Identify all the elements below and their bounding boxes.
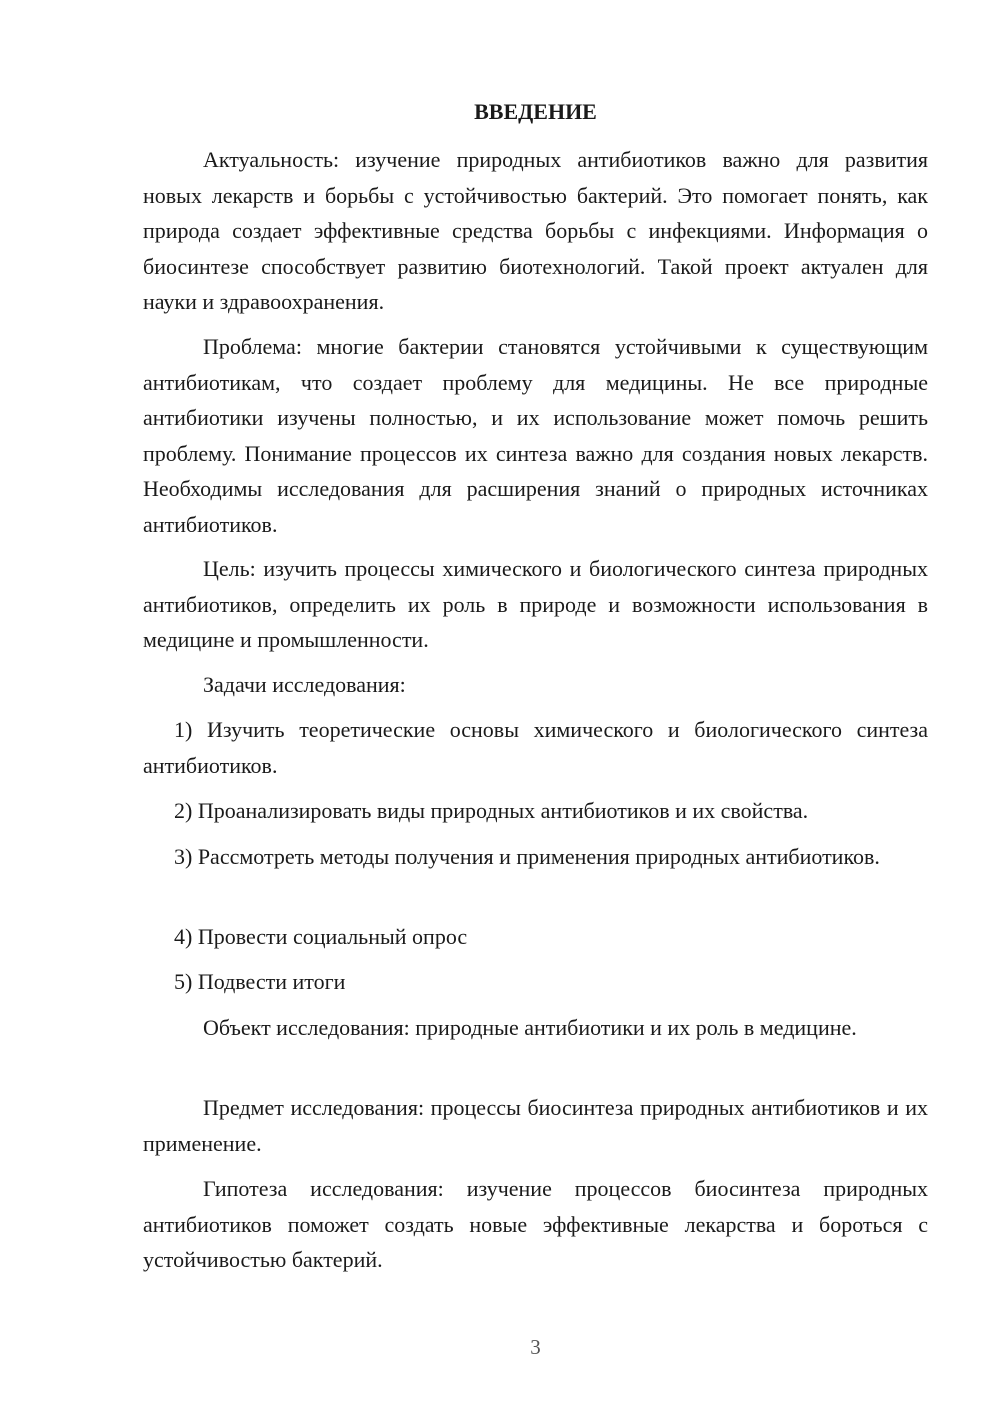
- paragraph-relevance: Актуальность: изучение природных антибиотиков важно для развития новых лекарств и борьбы с устойчивостью бактерий. Это помогает понять, как природа создает эффективные средства борьбы с инфекциями. Информация о биосинтезе способствует развитию биотехнологий. Такой проект актуален для науки и здравоохранения.: [143, 147, 928, 314]
- paragraph-problem: Проблема: многие бактерии становятся устойчивыми к существующим антибиотикам, что создает проблему для медицины. Не все природные антибиотики изучены полностью, и их использование может помочь решить проблему. Понимание процессов их синтеза важно для создания новых лекарств. Необходимы исследования для расширения знаний о природных источниках антибиотиков.: [143, 334, 928, 537]
- section-heading: ВВЕДЕНИЕ: [474, 99, 597, 124]
- list-item-task-2: 2) Проанализировать виды природных антибиотиков и их свойства.: [174, 798, 809, 823]
- list-item-task-4: 4) Провести социальный опрос: [174, 924, 468, 949]
- list-item-task-5: 5) Подвести итоги: [174, 969, 346, 994]
- paragraph-object: Объект исследования: природные антибиотики и их роль в медицине.: [203, 1015, 857, 1040]
- list-item-task-3: 3) Рассмотреть методы получения и применения природных антибиотиков.: [174, 844, 880, 869]
- paragraph-subject: Предмет исследования: процессы биосинтеза природных антибиотиков и их применение.: [143, 1095, 928, 1156]
- paragraph-tasks-heading: Задачи исследования:: [203, 672, 406, 697]
- page-number: 3: [530, 1335, 541, 1359]
- paragraph-hypothesis: Гипотеза исследования: изучение процессов биосинтеза природных антибиотиков поможет создать новые эффективные лекарства и бороться с устойчивостью бактерий.: [143, 1176, 928, 1272]
- list-item-task-1: 1) Изучить теоретические основы химического и биологического синтеза антибиотиков.: [143, 717, 928, 778]
- paragraph-goal: Цель: изучить процессы химического и биологического синтеза природных антибиотиков, определить их роль в природе и возможности использования в медицине и промышленности.: [143, 556, 928, 652]
